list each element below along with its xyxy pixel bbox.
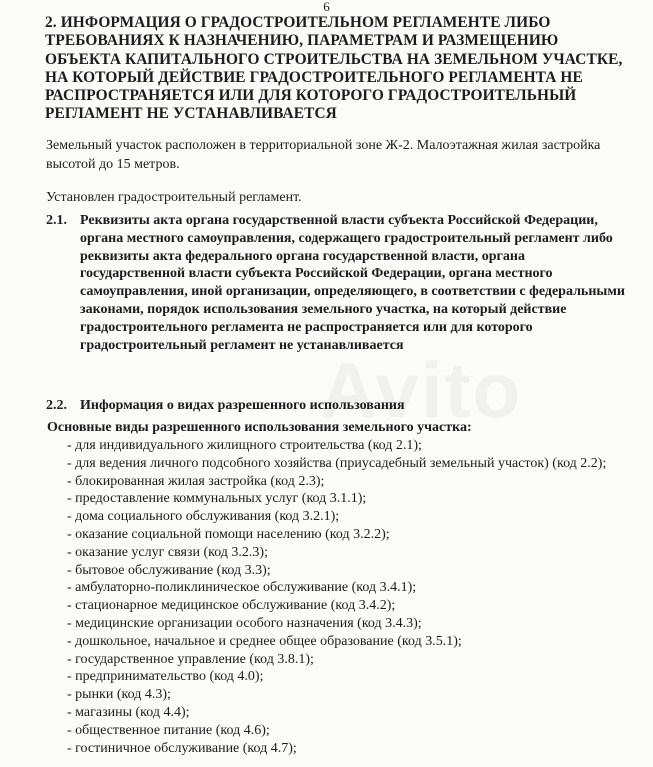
list-item: - медицинские организации особого назначения (код 3.4.3); <box>67 615 422 631</box>
zone-description: Земельный участок расположен в территориальной зоне Ж-2. Малоэтажная жилая застройка высотой до 15 метров. <box>46 138 601 172</box>
list-item: - блокированная жилая застройка (код 2.3); <box>67 473 325 489</box>
list-item: - дошкольное, начальное и среднее общее образование (код 3.5.1); <box>67 633 462 649</box>
list-item: - магазины (код 4.4); <box>67 704 190 720</box>
main-uses-list <box>67 437 612 757</box>
list-item: - предоставление коммунальных услуг (код 3.1.1); <box>67 491 367 507</box>
list-item: - дома социального обслуживания (код 3.2.1); <box>67 509 340 525</box>
list-item: - оказание социальной помощи населению (код 3.2.2); <box>67 526 390 542</box>
list-item: - предпринимательство (код 4.0); <box>67 669 264 685</box>
list-item: - для индивидуального жилищного строительства (код 2.1); <box>67 438 422 453</box>
list-item: - общественное питание (код 4.6); <box>67 722 270 738</box>
subsection-2-1-text: Реквизиты акта органа государственной власти субъекта Российской Федерации, органа местного самоуправления, содержащего градостроительный регламент либо реквизиты акта федерального органа государственной власти, органа государственной власти субъекта Российской Федерации, органа местного самоуправления, иной организации, определяющего, в соответствии с федеральными законами, порядок использования земельного участка, на который действие градостроительного регламента не распространяется или для которого градостроительный регламент не устанавливается <box>80 213 625 353</box>
list-item: - для ведения личного подсобного хозяйства (приусадебный земельный участок) (код 2.2); <box>67 455 607 471</box>
list-item: - бытовое обслуживание (код 3.3); <box>67 562 271 578</box>
regulation-statement: Установлен градостроительный регламент. <box>46 190 302 205</box>
subsection-2-2-number: 2.2. <box>46 398 67 413</box>
list-item: - рынки (код 4.3); <box>67 687 171 703</box>
list-item: - амбулаторно-поликлиническое обслуживание (код 3.4.1); <box>67 580 417 596</box>
subsection-2-2-text: Информация о видах разрешенного использования <box>80 398 405 413</box>
subsection-2-1-number: 2.1. <box>46 213 67 228</box>
main-uses-heading: Основные виды разрешенного использования земельного участка: <box>47 420 472 435</box>
list-item: - стационарное медицинское обслуживание (код 3.4.2); <box>67 598 396 614</box>
page-number: 6 <box>323 0 330 14</box>
list-item: - оказание услуг связи (код 3.2.3); <box>67 544 268 560</box>
section-title: 2. ИНФОРМАЦИЯ О ГРАДОСТРОИТЕЛЬНОМ РЕГЛАМЕНТЕ ЛИБО ТРЕБОВАНИЯХ К НАЗНАЧЕНИЮ, ПАРАМЕТРАМ И РАЗМЕЩЕНИЮ ОБЪЕКТА КАПИТАЛЬНОГО СТРОИТЕЛЬСТВА НА ЗЕМЕЛЬНОМ УЧАСТКЕ, НА КОТОРЫЙ ДЕЙСТВИЕ ГРАДОСТРОИТЕЛЬНОГО РЕГЛАМЕНТА НЕ РАСПРОСТРАНЯЕТСЯ ИЛИ ДЛЯ КОТОРОГО ГРАДОСТРОИТЕЛЬНЫЙ РЕГЛАМЕНТ НЕ УСТАНАВЛИВАЕТСЯ <box>45 14 623 123</box>
list-item: - гостиничное обслуживание (код 4.7); <box>67 740 297 756</box>
list-item: - государственное управление (код 3.8.1); <box>67 651 314 667</box>
